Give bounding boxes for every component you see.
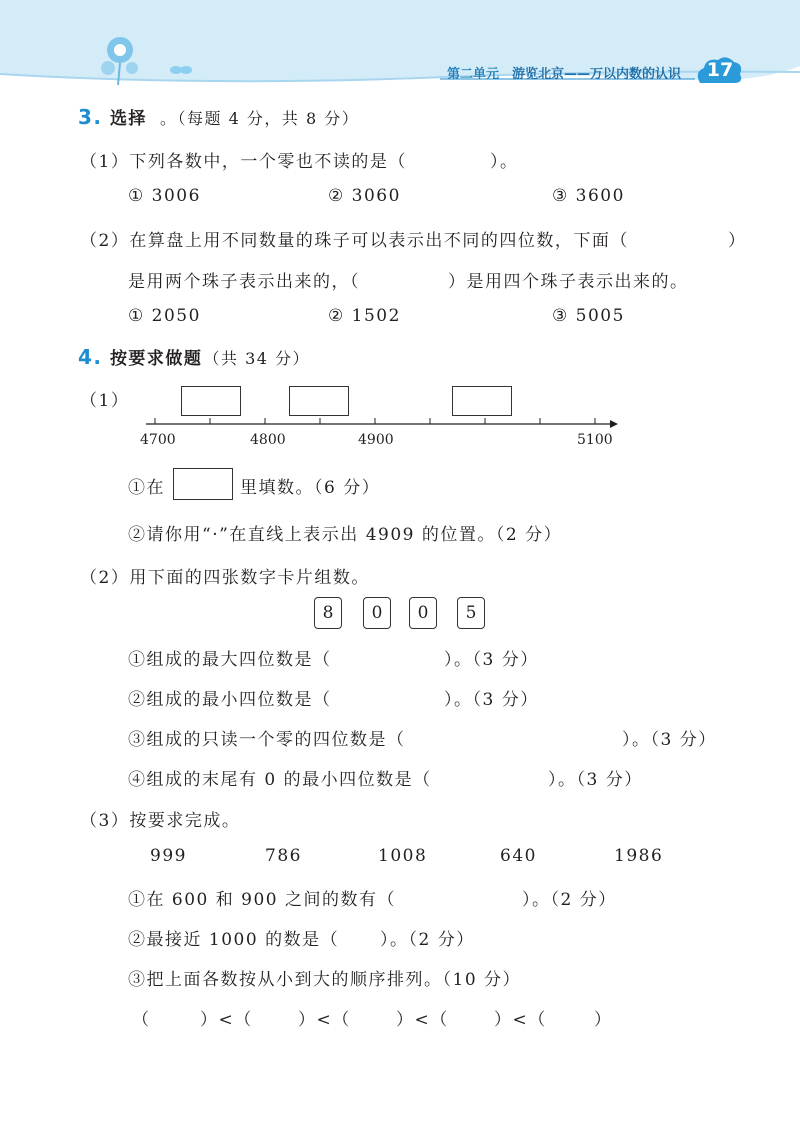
q4-p1-item2: ②请你用“·”在直线上表示出 4909 的位置。（2 分） <box>128 525 563 545</box>
q3-s2-option-1: ① 2050 <box>128 306 201 326</box>
p3-number-999: 999 <box>150 846 187 866</box>
q4-p2-q1-end[interactable]: ）。（3 分） <box>444 650 539 670</box>
unit-title: 第二单元 <box>447 67 500 82</box>
order-blank-2[interactable]: ）<（ <box>200 1010 253 1030</box>
digit-card-0b: 0 <box>409 597 437 629</box>
order-blank-4[interactable]: ）<（ <box>396 1010 449 1030</box>
q3-s1-option-3: ③ 3600 <box>552 186 625 206</box>
q3-s1-answer-blank[interactable] <box>490 147 519 172</box>
q4-p2-q2-start: ②组成的最小四位数是（ <box>128 690 332 710</box>
q4-p2-q2-end[interactable]: ）。（3 分） <box>444 690 539 710</box>
q3-s2-blank1[interactable]: ） <box>728 231 747 251</box>
number-line-box-2[interactable] <box>289 386 349 416</box>
q3-s1-suffix: ）。 <box>490 152 519 172</box>
q3-s1-prompt <box>80 147 407 172</box>
q4-p1-item1-end: 里填数。（6 分） <box>240 478 381 498</box>
q3-s2-option-3: ③ 5005 <box>552 306 625 326</box>
tick-label-4700: 4700 <box>140 432 176 448</box>
q3-s1-option-2: ② 3060 <box>328 186 401 206</box>
q4-p1-item1-box <box>173 468 233 500</box>
q3-number: 3. <box>78 105 103 129</box>
q4-p2-q3-end[interactable]: ）。（3 分） <box>622 730 717 750</box>
q4-p3-q3: ③把上面各数按从小到大的顺序排列。（10 分） <box>128 970 522 990</box>
tick-label-4800: 4800 <box>250 432 286 448</box>
q3-s2-option-2: ② 1502 <box>328 306 401 326</box>
q4-p1-label: （1） <box>80 391 130 411</box>
q4-p3-label: （3）按要求完成。 <box>80 811 241 831</box>
unit-subtitle: 游览北京——万以内数的认识 <box>512 67 682 82</box>
order-blank-5[interactable]: ）<（ <box>494 1010 547 1030</box>
q4-heading <box>78 344 202 369</box>
page-header <box>0 0 800 86</box>
q4-p3-q1-start: ①在 600 和 900 之间的数有（ <box>128 890 397 910</box>
q3-s1-option-1: ① 3006 <box>128 186 201 206</box>
digit-card-5: 5 <box>457 597 485 629</box>
q4-p2-q4-end[interactable]: ）。（3 分） <box>548 770 643 790</box>
q3-note: 。（每题 4 分，共 8 分） <box>160 109 360 128</box>
q3-heading <box>78 104 147 129</box>
q4-p3-q2-start: ②最接近 1000 的数是（ <box>128 930 340 950</box>
order-blank-3[interactable]: ）<（ <box>298 1010 351 1030</box>
number-line-ticks <box>155 418 595 424</box>
q4-p2-q3-start: ③组成的只读一个零的四位数是（ <box>128 730 406 750</box>
q3-title: 选择 <box>109 109 147 129</box>
q4-p2-q4-start: ④组成的末尾有 0 的最小四位数是（ <box>128 770 432 790</box>
order-blank-1[interactable]: （ <box>132 1010 151 1030</box>
q4-p3-q2-end[interactable]: ）。（2 分） <box>380 930 475 950</box>
q3-s2-line1: （2）在算盘上用不同数量的珠子可以表示出不同的四位数，下面（ <box>80 231 629 251</box>
q4-p3-q1-end[interactable]: ）。（2 分） <box>522 890 617 910</box>
q4-number: 4. <box>78 345 103 369</box>
number-line-box-3[interactable] <box>452 386 512 416</box>
p3-number-1008: 1008 <box>378 846 428 866</box>
q4-p2-q1-start: ①组成的最大四位数是（ <box>128 650 332 670</box>
p3-number-640: 640 <box>500 846 537 866</box>
digit-card-8: 8 <box>314 597 342 629</box>
number-line-arrow <box>610 420 618 428</box>
q4-p2-label: （2）用下面的四张数字卡片组数。 <box>80 568 370 588</box>
tick-label-5100: 5100 <box>577 432 613 448</box>
digit-card-0a: 0 <box>363 597 391 629</box>
number-line-box-1[interactable] <box>181 386 241 416</box>
order-blank-6[interactable]: ） <box>594 1010 613 1030</box>
tick-label-4900: 4900 <box>358 432 394 448</box>
q4-p1-item1-start: ①在 <box>128 478 165 498</box>
q3-s1-prefix: （1）下列各数中，一个零也不读的是（ <box>80 152 407 172</box>
q4-title: 按要求做题 <box>109 349 203 369</box>
page-number: 17 <box>706 59 734 81</box>
q3-s2-line2b: ）是用四个珠子表示出来的。 <box>448 272 689 292</box>
p3-number-786: 786 <box>265 846 302 866</box>
q4-note: 。（共 34 分） <box>194 349 311 368</box>
p3-number-1986: 1986 <box>614 846 664 866</box>
q3-s2-line2a: 是用两个珠子表示出来的，（ <box>128 272 360 292</box>
